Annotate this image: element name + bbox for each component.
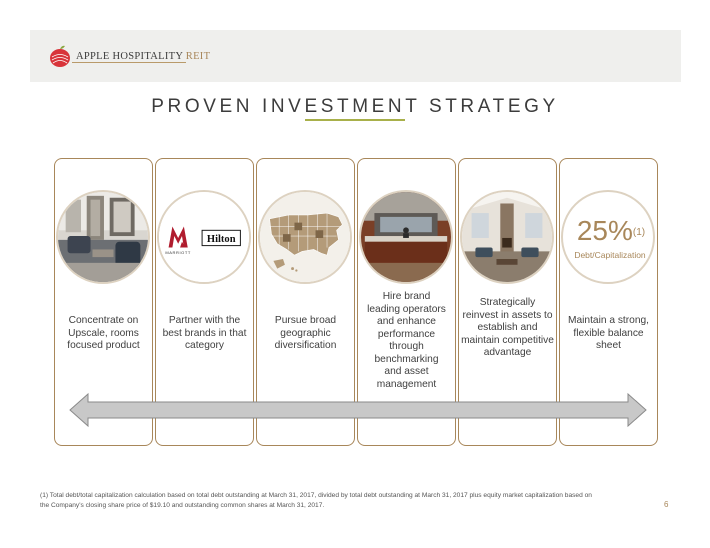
card-1-text: Concentrate on Upscale, rooms focused product [67, 315, 140, 351]
page-title: PROVEN INVESTMENT STRATEGY [151, 96, 559, 117]
card-2-text: Partner with the best brands in that category [162, 315, 247, 351]
page-number: 6 [664, 500, 669, 509]
double-arrow-icon [68, 392, 648, 428]
brand-logos-circle [157, 190, 251, 284]
footnote: (1) Total debt/total capitalization calculation based on total debt outstanding at March 31, 2017, divided by total debt outstanding at March 31, 2017 plus equity market capitalization based on the Company's closing share price of $19.10 and outstanding common shares at March 31, 2017. [40, 492, 592, 509]
card-3-text: Pursue broad geographic diversification [274, 315, 337, 351]
company-logo [48, 44, 210, 68]
lobby-photo [460, 190, 554, 284]
hotel-room-photo [56, 190, 150, 284]
debt-cap-percentage [571, 216, 651, 246]
logo-name: APPLE HOSPITALITY [76, 50, 183, 62]
logo-reit: REIT [185, 50, 211, 62]
front-desk-photo [359, 190, 453, 284]
debt-cap-caption: Debt/Capitalization [574, 250, 646, 260]
apple-logo-icon [48, 44, 72, 68]
debt-cap-value: 25% [576, 215, 633, 246]
card-6-text: Maintain a strong, flexible balance sheet [568, 315, 649, 351]
logo-text [76, 51, 210, 62]
footnote-marker: (1) [632, 227, 646, 238]
us-map [258, 190, 352, 284]
card-5-text: Strategically reinvest in assets to establish and maintain competitive advantage [461, 297, 554, 358]
card-4-text: Hire brand leading operators and enhance performance through benchmarking and asset management [367, 291, 446, 390]
logo-underline [72, 62, 186, 63]
hilton-wordmark: Hilton [206, 233, 236, 245]
marriott-wordmark: MARRIOTT [165, 250, 191, 256]
title-underline [305, 119, 405, 121]
